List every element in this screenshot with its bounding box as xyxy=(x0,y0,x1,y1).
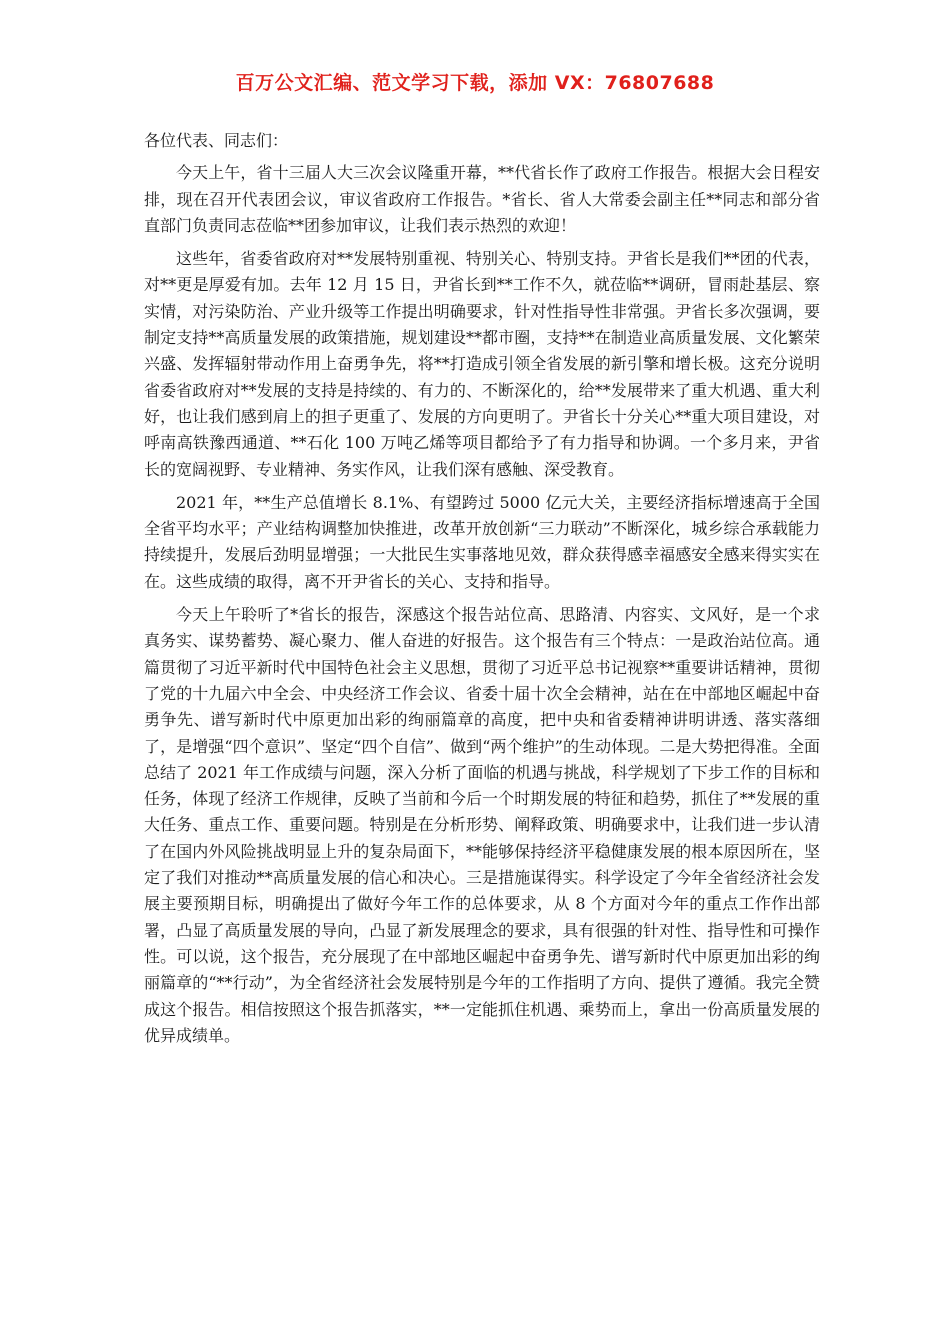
header-banner: 百万公文汇编、范文学习下载，添加 VX：76807688 xyxy=(235,72,715,94)
paragraph: 这些年，省委省政府对**发展特别重视、特别关心、特别支持。尹省长是我们**团的代表，对**更是厚爱有加。去年 12 月 15 日，尹省长到**工作不久，就莅临**调研，冒雨赴基层、察实情，对污染防治、产业升级等工作提出明确要求，针对性指导性非常强。尹省长多次强调，要制定支持**高质量发展的政策措施，规划建设**都市圈，支持**在制造业高质量发展、文化繁荣兴盛、发挥辐射带动作用上奋勇争先，将**打造成引领全省发展的新引擎和增长极。这充分说明省委省政府对**发展的支持是持续的、有力的、不断深化的，给**发展带来了重大机遇、重大利好，也让我们感到肩上的担子更重了、发展的方向更明了。尹省长十分关心**重大项目建设，对呼南高铁豫西通道、**石化 100 万吨乙烯等项目都给予了有力指导和协调。一个多月来，尹省长的宽阔视野、专业精神、务实作风，让我们深有感触、深受教育。 xyxy=(144,249,820,479)
paragraph: 今天上午，省十三届人大三次会议隆重开幕，**代省长作了政府工作报告。根据大会日程安排，现在召开代表团会议，审议省政府工作报告。*省长、省人大常委会副主任**同志和部分省直部门负责同志莅临**团参加审议，让我们表示热烈的欢迎！ xyxy=(144,163,820,235)
greeting: 各位代表、同志们： xyxy=(144,131,289,150)
paragraph: 2021 年，**生产总值增长 8.1%、有望跨过 5000 亿元大关，主要经济指标增速高于全国全省平均水平；产业结构调整加快推进，改革开放创新“三力联动”不断深化，城乡综合承载能力持续提升，发展后劲明显增强；一大批民生实事落地见效，群众获得感幸福感安全感来得实实在在。这些成绩的取得，离不开尹省长的关心、支持和指导。 xyxy=(144,492,820,591)
document-body xyxy=(144,128,820,1056)
paragraph: 今天上午聆听了*省长的报告，深感这个报告站位高、思路清、内容实、文风好，是一个求真务实、谋势蓄势、凝心聚力、催人奋进的好报告。这个报告有三个特点：一是政治站位高。通篇贯彻了习近平新时代中国特色社会主义思想，贯彻了习近平总书记视察**重要讲话精神，贯彻了党的十九届六中全会、中央经济工作会议、省委十届十次全会精神，站在在中部地区崛起中奋勇争先、谱写新时代中原更加出彩的绚丽篇章的高度，把中央和省委精神讲明讲透、落实落细了，是增强“四个意识”、坚定“四个自信”、做到“两个维护”的生动体现。二是大势把得准。全面总结了 2021 年工作成绩与问题，深入分析了面临的机遇与挑战，科学规划了下步工作的目标和任务，体现了经济工作规律，反映了当前和今后一个时期发展的特征和趋势，抓住了**发展的重大任务、重点工作、重要问题。特别是在分析形势、阐释政策、明确要求中，让我们进一步认清了在国内外风险挑战明显上升的复杂局面下，**能够保持经济平稳健康发展的根本原因所在，坚定了我们对推动**高质量发展的信心和决心。三是措施谋得实。科学设定了今年全省经济社会发展主要预期目标，明确提出了做好今年工作的总体要求，从 8 个方面对今年的重点工作作出部署，凸显了高质量发展的导向，凸显了新发展理念的要求，具有很强的针对性、指导性和可操作性。可以说，这个报告，充分展现了在中部地区崛起中奋勇争先、谱写新时代中原更加出彩的绚丽篇章的“**行动”，为全省经济社会发展特别是今年的工作指明了方向、提供了遵循。我完全赞成这个报告。相信按照这个报告抓落实，**一定能抓住机遇、乘势而上，拿出一份高质量发展的优异成绩单。 xyxy=(144,605,820,1045)
